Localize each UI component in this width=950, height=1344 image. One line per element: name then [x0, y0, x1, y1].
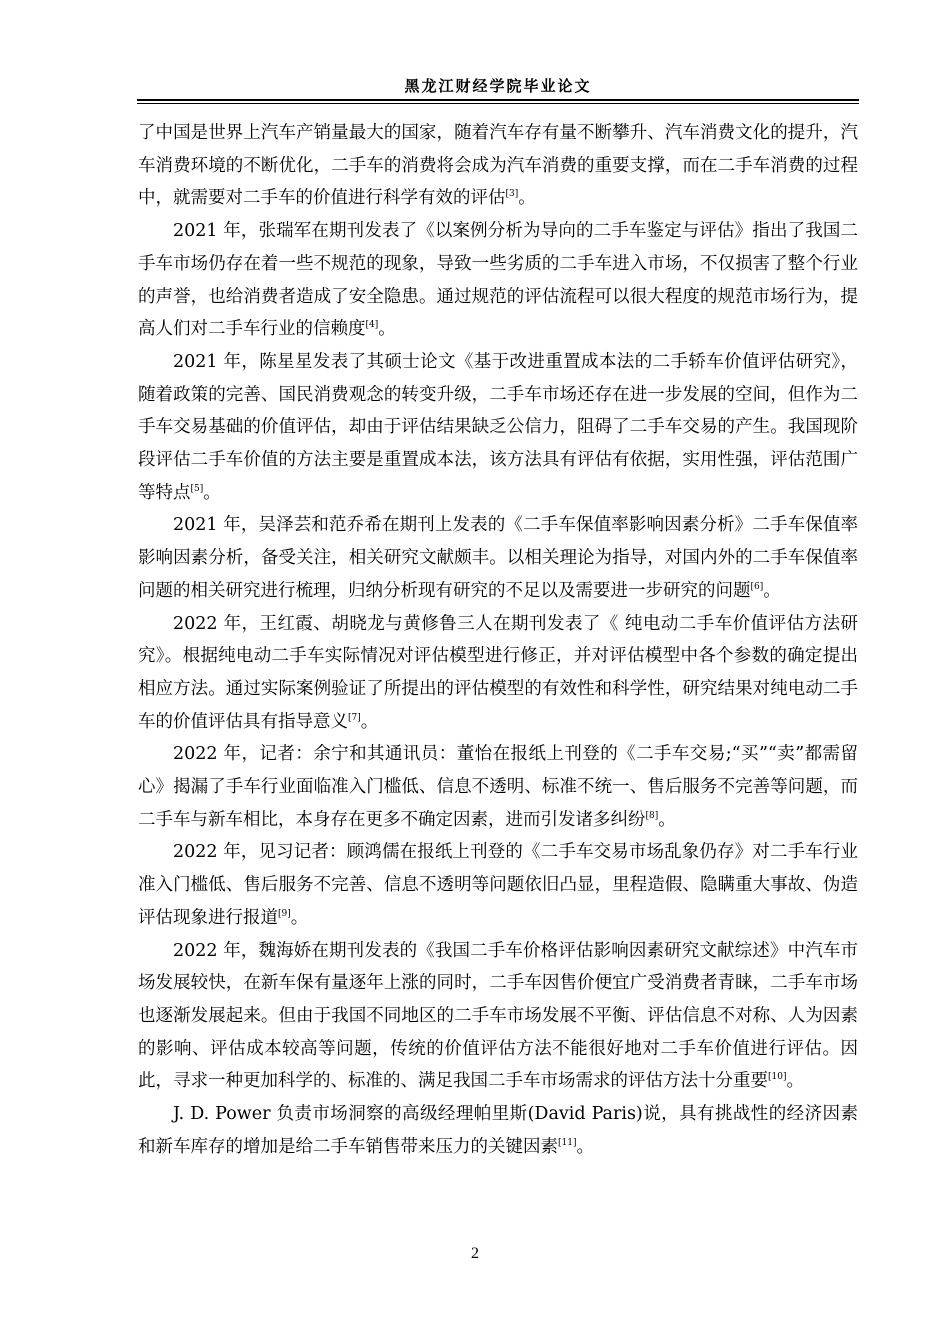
paragraph: 2021 年，吴泽芸和范乔希在期刊上发表的《二手车保值率影响因素分析》二手车保值率影响因素分析，备受关注，相关研究文献颇丰。以相关理论为指导，对国内外的二手车保值率问题的相关研究进行梳理，归纳分析现有研究的不足以及需要进一步研究的问题[6]。 [138, 515, 858, 601]
citation: [7] [348, 712, 361, 723]
citation: [6] [750, 581, 764, 592]
citation: [4] [365, 320, 379, 331]
paragraph: 了中国是世界上汽车产销量最大的国家，随着汽车存有量不断攀升、汽车消费文化的提升，汽车消费环境的不断优化，二手车的消费将会成为汽车消费的重要支撑，而在二手车消费的过程中，就需要对二手车的价值进行科学有效的评估[3]。 [138, 123, 858, 209]
paragraph: 2022 年，王红霞、胡晓龙与黄修鲁三人在期刊发表了《 纯电动二手车价值评估方法研究》。根据纯电动二手车实际情况对评估模型进行修正，并对评估模型中各个参数的确定提出相应方法。通过实际案例验证了所提出的评估模型的有效性和科学性，研究结果对纯电动二手车的价值评估具有指导意义[7]。 [138, 613, 858, 732]
citation: [11] [558, 1137, 577, 1148]
header-rule-thick [137, 99, 859, 101]
paragraph: 2021 年，张瑞军在期刊发表了《以案例分析为导向的二手车鉴定与评估》指出了我国二手车市场仍存在着一些不规范的现象，导致一些劣质的二手车进入市场，不仅损害了整个行业的声誉，也给消费者造成了安全隐患。通过规范的评估流程可以很大程度的规范市场行为，提高人们对二手车行业的信赖度[4]。 [138, 221, 858, 340]
citation: [5] [190, 483, 204, 494]
paragraph: 2022 年，魏海娇在期刊发表的《我国二手车价格评估影响因素研究文献综述》中汽车市场发展较快，在新车保有量逐年上涨的同时，二手车因售价便宜广受消费者青睐，二手车市场也逐渐发展起来。但由于我国不同地区的二手车市场发展不平衡、评估信息不对称、人为因素的影响、评估成本较高等问题，传统的价值评估方法不能很好地对二手车价值进行评估。因此，寻求一种更加科学的、标准的、满足我国二手车市场需求的评估方法十分重要[10]。 [138, 940, 858, 1092]
header-rule-thin [137, 103, 859, 104]
citation: [8] [645, 810, 659, 821]
page-number: 2 [471, 1245, 479, 1262]
body-text [138, 117, 858, 1164]
running-header: 黑龙江财经学院毕业论文 [404, 77, 592, 95]
paragraph: J. D. Power 负责市场洞察的高级经理帕里斯(David Paris)说，具有挑战性的经济因素和新车库存的增加是给二手车销售带来压力的关键因素[11]。 [138, 1104, 858, 1157]
paragraph: 2021 年，陈星星发表了其硕士论文《基于改进重置成本法的二手轿车价值评估研究》，随着政策的完善、国民消费观念的转变升级，二手车市场还存在进一步发展的空间，但作为二手车交易基础的价值评估，却由于评估结果缺乏公信力，阻碍了二手车交易的产生。我国现阶段评估二手车价值的方法主要是重置成本法，该方法具有评估有依据，实用性强，评估范围广等特点[5]。 [138, 351, 858, 503]
citation: [3] [505, 189, 519, 200]
paragraph: 2022 年，见习记者：顾鸿儒在报纸上刊登的《二手车交易市场乱象仍存》对二手车行业准入门槛低、售后服务不完善、信息不透明等问题依旧凸显，里程造假、隐瞒重大事故、伪造评估现象进行报道[9]。 [138, 842, 858, 928]
citation: [9] [278, 908, 291, 919]
citation: [10] [768, 1072, 787, 1083]
paragraph: 2022 年，记者：余宁和其通讯员：董怡在报纸上刊登的《二手车交易;“买”“卖”都需留心》揭漏了手车行业面临准入门槛低、信息不透明、标准不统一、售后服务不完善等问题，而二手车与新车相比，本身存在更多不确定因素，进而引发诸多纠纷[8]。 [138, 744, 858, 830]
